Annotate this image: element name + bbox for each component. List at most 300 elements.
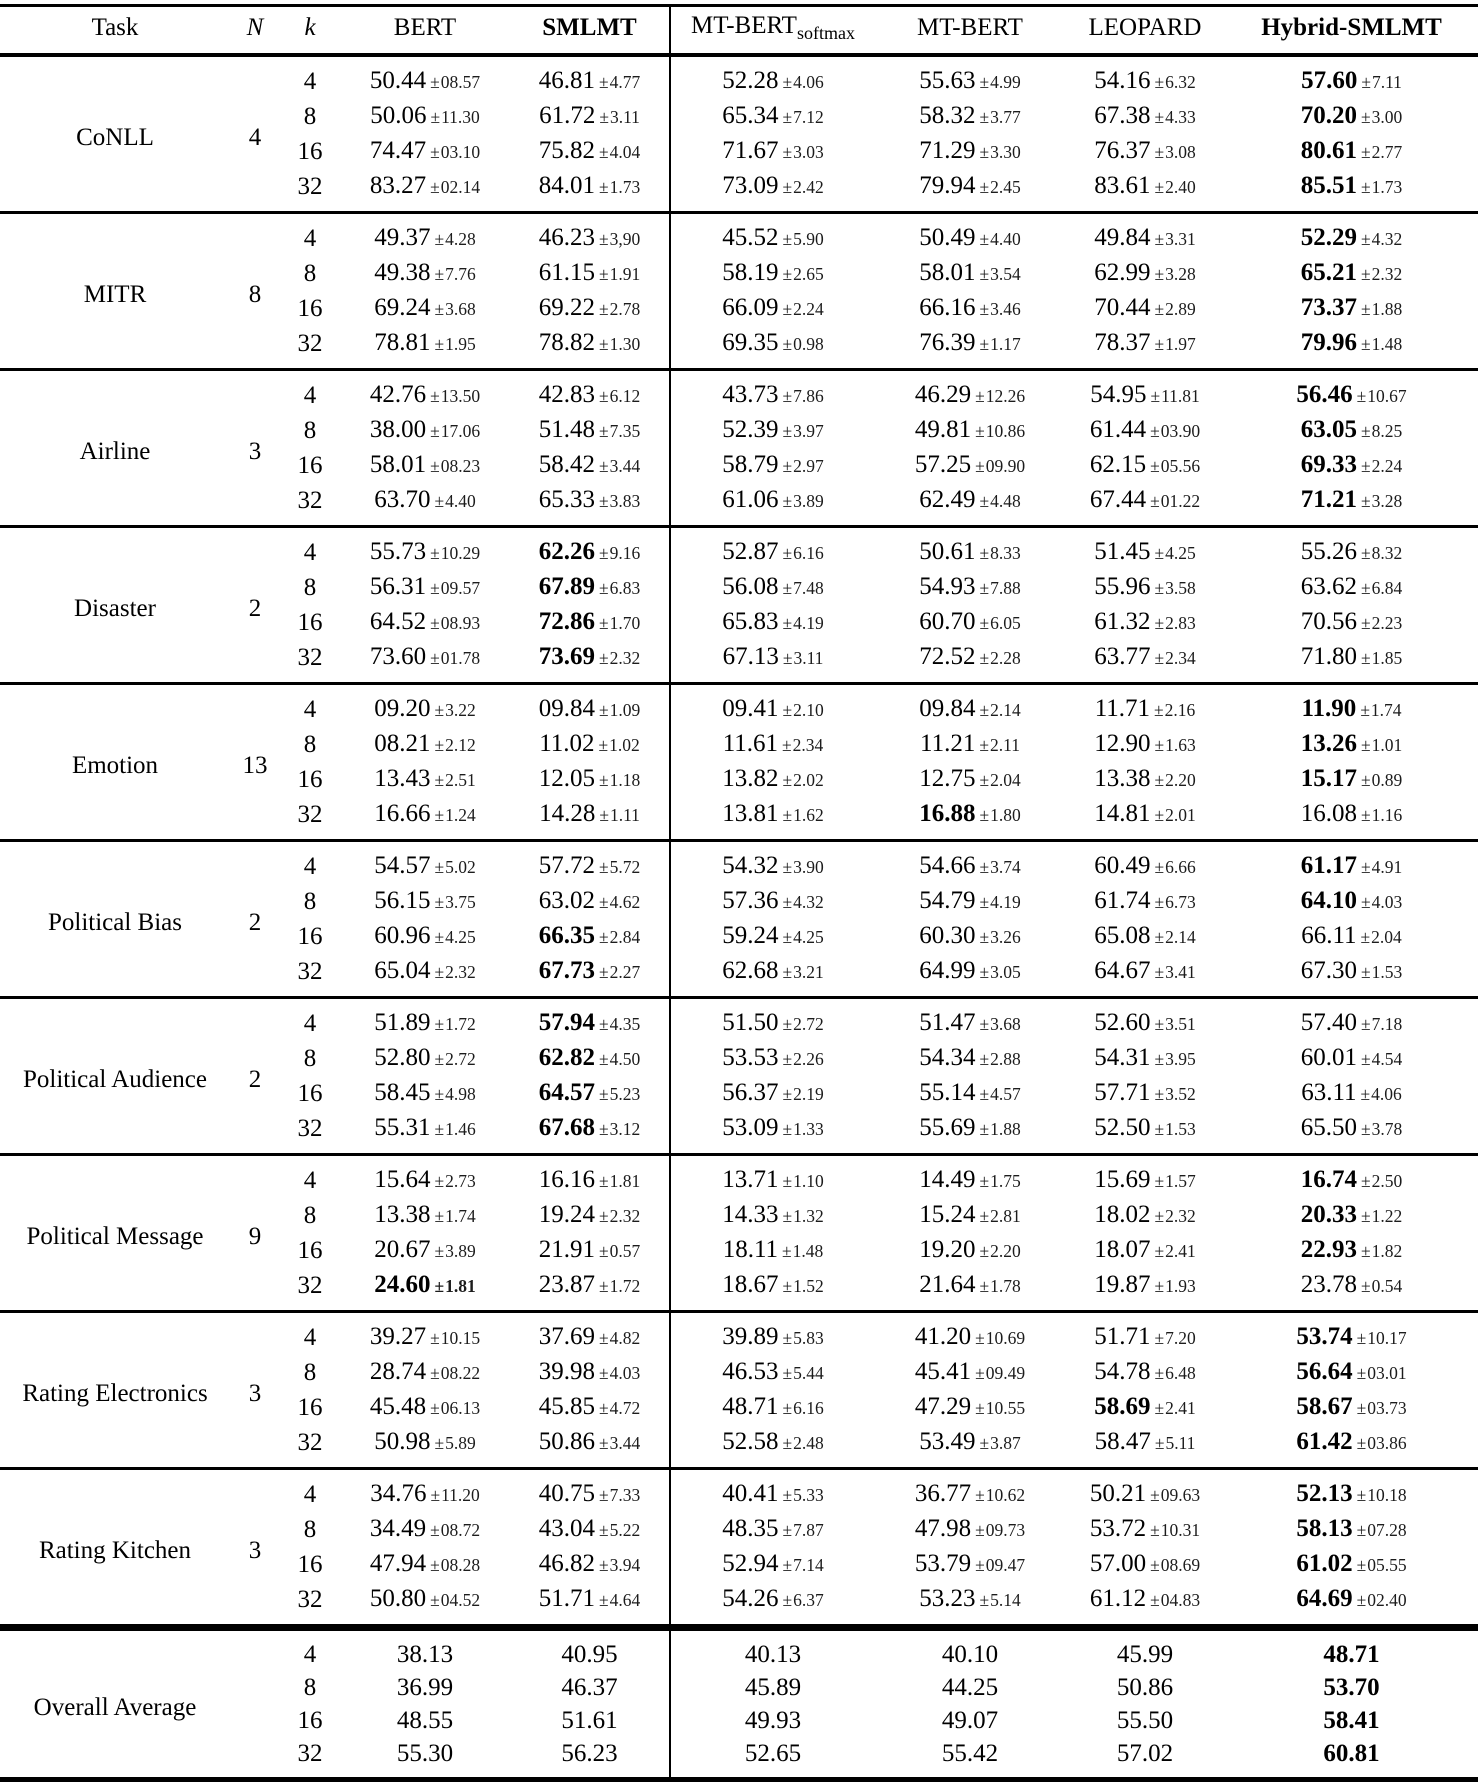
score-cell bbox=[510, 1268, 670, 1312]
plus-minus-sign: ± bbox=[1361, 962, 1371, 982]
plus-minus-sign: ± bbox=[430, 1555, 440, 1575]
score-std: 3.44 bbox=[609, 456, 641, 476]
score-cell bbox=[340, 291, 510, 326]
score-std: 4.19 bbox=[793, 613, 824, 633]
k-value: 4 bbox=[303, 1324, 317, 1351]
plus-minus-sign: ± bbox=[1361, 72, 1371, 92]
score-value: 62.82 bbox=[538, 1044, 595, 1071]
score-value: 65.21 bbox=[1300, 259, 1357, 286]
score-value: 54.78 bbox=[1094, 1358, 1151, 1385]
plus-minus-sign: ± bbox=[782, 1398, 793, 1418]
score-cell bbox=[875, 884, 1065, 919]
plus-minus-sign: ± bbox=[1361, 1241, 1371, 1261]
score-value: 12.90 bbox=[1094, 730, 1151, 757]
table-row bbox=[0, 841, 1478, 885]
score-value: 23.78 bbox=[1300, 1271, 1357, 1298]
plus-minus-sign: ± bbox=[430, 1485, 441, 1505]
score-value: 14.49 bbox=[919, 1166, 976, 1193]
plus-minus-sign: ± bbox=[979, 578, 990, 598]
plus-minus-sign: ± bbox=[599, 578, 609, 598]
plus-minus-sign: ± bbox=[782, 491, 793, 511]
score-std: 7.88 bbox=[990, 578, 1021, 598]
score-value: 48.55 bbox=[396, 1707, 454, 1734]
score-std: 10.55 bbox=[985, 1398, 1026, 1418]
score-value: 63.77 bbox=[1094, 643, 1151, 670]
score-cell bbox=[670, 370, 875, 414]
k-value: 16 bbox=[297, 295, 323, 322]
score-cell bbox=[340, 483, 510, 527]
score-cell bbox=[1065, 1547, 1225, 1582]
score-cell bbox=[1065, 1390, 1225, 1425]
k-value: 4 bbox=[303, 1481, 317, 1508]
score-value: 16.88 bbox=[919, 800, 976, 827]
score-std: 4.48 bbox=[990, 491, 1021, 511]
task-group bbox=[0, 1469, 1478, 1628]
score-value: 73.60 bbox=[369, 643, 427, 670]
score-value: 13.71 bbox=[722, 1166, 779, 1193]
plus-minus-sign: ± bbox=[434, 1014, 445, 1034]
score-cell bbox=[1065, 1312, 1225, 1356]
score-cell bbox=[340, 797, 510, 841]
score-cell bbox=[510, 640, 670, 684]
score-std: 09.49 bbox=[985, 1363, 1026, 1383]
plus-minus-sign: ± bbox=[979, 72, 990, 92]
plus-minus-sign: ± bbox=[1154, 648, 1165, 668]
plus-minus-sign: ± bbox=[782, 735, 792, 755]
score-cell bbox=[1065, 727, 1225, 762]
score-value: 51.89 bbox=[374, 1009, 431, 1036]
score-value: 58.41 bbox=[1323, 1707, 1380, 1734]
score-cell bbox=[670, 640, 875, 684]
score-cell bbox=[875, 213, 1065, 257]
score-cell bbox=[670, 326, 875, 370]
score-cell bbox=[1225, 570, 1478, 605]
plus-minus-sign: ± bbox=[430, 107, 441, 127]
score-value: 65.08 bbox=[1094, 922, 1151, 949]
score-cell bbox=[340, 326, 510, 370]
score-value: 61.44 bbox=[1089, 416, 1147, 443]
plus-minus-sign: ± bbox=[979, 770, 990, 790]
score-cell bbox=[670, 605, 875, 640]
score-value: 54.26 bbox=[722, 1585, 779, 1612]
score-std: 4.06 bbox=[1371, 1084, 1402, 1104]
score-std: 7.87 bbox=[793, 1520, 824, 1540]
n-value: 13 bbox=[242, 752, 268, 779]
score-std: 10.67 bbox=[1367, 386, 1407, 406]
score-value: 64.69 bbox=[1296, 1585, 1353, 1612]
plus-minus-sign: ± bbox=[1361, 578, 1371, 598]
score-std: 1.91 bbox=[609, 264, 641, 284]
score-cell bbox=[670, 1233, 875, 1268]
score-cell bbox=[670, 134, 875, 169]
score-value: 53.53 bbox=[722, 1044, 779, 1071]
plus-minus-sign: ± bbox=[434, 229, 445, 249]
score-cell bbox=[1065, 1233, 1225, 1268]
score-value: 55.96 bbox=[1094, 573, 1151, 600]
score-std: 4.33 bbox=[1165, 107, 1196, 127]
plus-minus-sign: ± bbox=[434, 334, 445, 354]
score-std: 6.16 bbox=[793, 1398, 824, 1418]
plus-minus-sign: ± bbox=[975, 1328, 985, 1348]
score-std: 3.89 bbox=[445, 1241, 476, 1261]
score-value: 15.69 bbox=[1094, 1166, 1151, 1193]
plus-minus-sign: ± bbox=[1154, 578, 1165, 598]
score-std: 2.89 bbox=[1165, 299, 1196, 319]
k-value: 16 bbox=[297, 1237, 323, 1264]
score-cell bbox=[340, 1155, 510, 1199]
score-cell bbox=[340, 1671, 510, 1704]
plus-minus-sign: ± bbox=[434, 1049, 445, 1069]
score-std: 5.22 bbox=[609, 1520, 641, 1540]
score-std: 5.72 bbox=[609, 857, 641, 877]
score-cell bbox=[875, 55, 1065, 99]
score-value: 16.74 bbox=[1300, 1166, 1357, 1193]
plus-minus-sign: ± bbox=[979, 735, 989, 755]
score-value: 18.67 bbox=[722, 1271, 779, 1298]
score-std: 2.19 bbox=[793, 1084, 824, 1104]
score-cell bbox=[1065, 954, 1225, 998]
score-cell bbox=[340, 684, 510, 728]
score-cell bbox=[1225, 1198, 1478, 1233]
plus-minus-sign: ± bbox=[975, 456, 985, 476]
softmax-subscript: softmax bbox=[796, 23, 855, 43]
score-std: 03.90 bbox=[1160, 421, 1201, 441]
mt-bert-label: MT-BERT bbox=[691, 12, 797, 39]
score-value: 14.28 bbox=[539, 800, 596, 827]
k-value: 32 bbox=[297, 330, 323, 357]
score-cell bbox=[510, 605, 670, 640]
score-std: 1.95 bbox=[445, 334, 476, 354]
score-value: 48.71 bbox=[722, 1393, 779, 1420]
plus-minus-sign: ± bbox=[599, 1398, 609, 1418]
score-cell bbox=[340, 527, 510, 571]
score-cell bbox=[1225, 1076, 1478, 1111]
score-cell bbox=[875, 256, 1065, 291]
score-std: 4.32 bbox=[1371, 229, 1403, 249]
plus-minus-sign: ± bbox=[1154, 1328, 1165, 1348]
plus-minus-sign: ± bbox=[430, 177, 440, 197]
plus-minus-sign: ± bbox=[1361, 805, 1371, 825]
score-value: 43.73 bbox=[722, 381, 779, 408]
score-cell bbox=[670, 1111, 875, 1155]
score-cell bbox=[340, 727, 510, 762]
score-cell bbox=[1065, 684, 1225, 728]
score-value: 55.42 bbox=[941, 1740, 999, 1767]
score-std: 6.73 bbox=[1165, 892, 1196, 912]
score-value: 39.27 bbox=[369, 1323, 427, 1350]
plus-minus-sign: ± bbox=[1154, 962, 1165, 982]
score-value: 83.27 bbox=[369, 172, 427, 199]
plus-minus-sign: ± bbox=[434, 857, 445, 877]
score-value: 57.00 bbox=[1089, 1550, 1147, 1577]
score-cell bbox=[875, 1111, 1065, 1155]
score-value: 57.40 bbox=[1300, 1009, 1357, 1036]
plus-minus-sign: ± bbox=[430, 613, 440, 633]
plus-minus-sign: ± bbox=[1154, 770, 1165, 790]
score-cell bbox=[510, 527, 670, 571]
score-std: 10.31 bbox=[1160, 1520, 1201, 1540]
score-cell bbox=[1225, 1041, 1478, 1076]
score-cell bbox=[510, 1582, 670, 1628]
score-value: 64.67 bbox=[1094, 957, 1151, 984]
score-cell bbox=[340, 413, 510, 448]
score-cell bbox=[875, 1704, 1065, 1737]
score-value: 54.95 bbox=[1090, 381, 1147, 408]
score-value: 73.09 bbox=[722, 172, 779, 199]
score-std: 2.32 bbox=[609, 1206, 641, 1226]
plus-minus-sign: ± bbox=[599, 1276, 609, 1296]
score-std: 3.58 bbox=[1165, 578, 1196, 598]
plus-minus-sign: ± bbox=[1361, 857, 1371, 877]
score-cell bbox=[340, 1268, 510, 1312]
plus-minus-sign: ± bbox=[1154, 1049, 1165, 1069]
score-std: 1.85 bbox=[1371, 648, 1403, 668]
plus-minus-sign: ± bbox=[782, 334, 793, 354]
plus-minus-sign: ± bbox=[1361, 491, 1371, 511]
plus-minus-sign: ± bbox=[1150, 1485, 1160, 1505]
score-value: 14.81 bbox=[1094, 800, 1151, 827]
score-std: 08.69 bbox=[1160, 1555, 1201, 1575]
score-value: 43.04 bbox=[538, 1515, 595, 1542]
score-cell bbox=[875, 570, 1065, 605]
score-std: 1.32 bbox=[793, 1206, 824, 1226]
plus-minus-sign: ± bbox=[599, 456, 609, 476]
score-value: 55.50 bbox=[1116, 1707, 1174, 1734]
score-value: 58.32 bbox=[919, 102, 976, 129]
plus-minus-sign: ± bbox=[1361, 142, 1371, 162]
score-value: 50.06 bbox=[370, 102, 427, 129]
plus-minus-sign: ± bbox=[782, 1520, 793, 1540]
score-value: 61.72 bbox=[539, 102, 596, 129]
score-cell bbox=[1225, 1390, 1478, 1425]
score-value: 55.30 bbox=[396, 1740, 454, 1767]
k-value: 4 bbox=[303, 1010, 317, 1037]
score-value: 64.10 bbox=[1300, 887, 1357, 914]
score-std: 3.05 bbox=[990, 962, 1021, 982]
score-cell bbox=[510, 570, 670, 605]
score-value: 16.16 bbox=[538, 1166, 595, 1193]
plus-minus-sign: ± bbox=[1154, 1241, 1165, 1261]
score-cell bbox=[670, 1076, 875, 1111]
score-cell bbox=[875, 169, 1065, 213]
score-cell bbox=[875, 326, 1065, 370]
score-value: 51.71 bbox=[1094, 1323, 1151, 1350]
score-cell bbox=[875, 1268, 1065, 1312]
score-value: 64.57 bbox=[538, 1079, 595, 1106]
plus-minus-sign: ± bbox=[1154, 857, 1165, 877]
score-value: 65.34 bbox=[722, 102, 779, 129]
k-value: 16 bbox=[297, 923, 323, 950]
plus-minus-sign: ± bbox=[599, 1520, 609, 1540]
plus-minus-sign: ± bbox=[599, 700, 609, 720]
score-value: 52.50 bbox=[1094, 1114, 1151, 1141]
score-std: 08.28 bbox=[440, 1555, 481, 1575]
plus-minus-sign: ± bbox=[599, 1555, 609, 1575]
score-value: 42.83 bbox=[538, 381, 595, 408]
score-value: 47.98 bbox=[914, 1515, 972, 1542]
score-value: 60.01 bbox=[1300, 1044, 1357, 1071]
plus-minus-sign: ± bbox=[1361, 107, 1371, 127]
score-cell bbox=[510, 1737, 670, 1780]
plus-minus-sign: ± bbox=[782, 543, 793, 563]
score-std: 2.51 bbox=[445, 770, 476, 790]
plus-minus-sign: ± bbox=[1150, 1590, 1160, 1610]
k-value: 8 bbox=[303, 888, 317, 915]
score-cell bbox=[875, 919, 1065, 954]
k-value: 16 bbox=[297, 452, 323, 479]
plus-minus-sign: ± bbox=[979, 648, 990, 668]
k-value: 32 bbox=[297, 1740, 323, 1767]
score-value: 60.81 bbox=[1323, 1740, 1380, 1767]
score-std: 2.24 bbox=[793, 299, 824, 319]
score-value: 50.86 bbox=[1116, 1674, 1174, 1701]
score-value: 61.17 bbox=[1300, 852, 1357, 879]
score-cell bbox=[510, 256, 670, 291]
score-value: 46.29 bbox=[914, 381, 972, 408]
k-value: 8 bbox=[303, 574, 317, 601]
score-std: 4.82 bbox=[609, 1328, 641, 1348]
plus-minus-sign: ± bbox=[434, 805, 445, 825]
header-row bbox=[0, 6, 1478, 56]
plus-minus-sign: ± bbox=[1356, 386, 1367, 406]
score-std: 2.16 bbox=[1164, 700, 1196, 720]
plus-minus-sign: ± bbox=[599, 1014, 609, 1034]
plus-minus-sign: ± bbox=[979, 962, 990, 982]
plus-minus-sign: ± bbox=[1361, 421, 1371, 441]
score-std: 1.01 bbox=[1371, 735, 1403, 755]
plus-minus-sign: ± bbox=[782, 1328, 793, 1348]
n-value: 2 bbox=[248, 909, 262, 936]
plus-minus-sign: ± bbox=[1154, 1276, 1165, 1296]
score-cell bbox=[510, 1704, 670, 1737]
score-value: 54.32 bbox=[722, 852, 779, 879]
score-value: 76.37 bbox=[1094, 137, 1151, 164]
score-cell bbox=[340, 1198, 510, 1233]
score-cell bbox=[510, 1233, 670, 1268]
score-value: 45.85 bbox=[538, 1393, 595, 1420]
score-std: 5.23 bbox=[609, 1084, 641, 1104]
score-value: 56.08 bbox=[722, 573, 779, 600]
score-std: 08.22 bbox=[440, 1363, 481, 1383]
plus-minus-sign: ± bbox=[434, 1119, 445, 1139]
score-cell bbox=[875, 1628, 1065, 1672]
score-value: 46.53 bbox=[722, 1358, 779, 1385]
score-std: 1.82 bbox=[1371, 1241, 1403, 1261]
score-std: 3.51 bbox=[1165, 1014, 1196, 1034]
plus-minus-sign: ± bbox=[599, 491, 609, 511]
score-cell bbox=[340, 1425, 510, 1469]
score-value: 50.49 bbox=[919, 224, 976, 251]
score-value: 28.74 bbox=[369, 1358, 427, 1385]
plus-minus-sign: ± bbox=[599, 962, 609, 982]
score-cell bbox=[1225, 134, 1478, 169]
task-group bbox=[0, 841, 1478, 998]
score-cell bbox=[340, 55, 510, 99]
score-value: 55.69 bbox=[919, 1114, 976, 1141]
score-cell bbox=[875, 1390, 1065, 1425]
score-value: 46.23 bbox=[538, 224, 595, 251]
k-value: 4 bbox=[303, 696, 317, 723]
plus-minus-sign: ± bbox=[1356, 1328, 1367, 1348]
score-cell bbox=[670, 213, 875, 257]
score-value: 51.71 bbox=[538, 1585, 595, 1612]
k-value: 16 bbox=[297, 1551, 323, 1578]
score-value: 50.80 bbox=[369, 1585, 427, 1612]
plus-minus-sign: ± bbox=[1154, 892, 1165, 912]
score-value: 61.74 bbox=[1094, 887, 1151, 914]
k-value: 32 bbox=[297, 801, 323, 828]
score-std: 4.25 bbox=[1165, 543, 1196, 563]
score-cell bbox=[340, 1041, 510, 1076]
score-std: 1.97 bbox=[1165, 334, 1196, 354]
plus-minus-sign: ± bbox=[979, 229, 990, 249]
score-cell bbox=[1065, 884, 1225, 919]
score-std: 08.93 bbox=[440, 613, 481, 633]
score-cell bbox=[340, 640, 510, 684]
score-cell bbox=[875, 1425, 1065, 1469]
score-std: 4.99 bbox=[990, 72, 1021, 92]
score-std: 6.16 bbox=[793, 543, 824, 563]
score-cell bbox=[875, 1312, 1065, 1356]
score-std: 11.81 bbox=[1161, 386, 1200, 406]
score-value: 45.41 bbox=[914, 1358, 972, 1385]
score-value: 58.13 bbox=[1296, 1515, 1353, 1542]
plus-minus-sign: ± bbox=[599, 1328, 609, 1348]
score-value: 58.19 bbox=[722, 259, 779, 286]
score-cell bbox=[670, 1355, 875, 1390]
plus-minus-sign: ± bbox=[434, 491, 445, 511]
n-value: 4 bbox=[248, 124, 262, 151]
score-cell bbox=[670, 884, 875, 919]
score-cell bbox=[670, 841, 875, 885]
score-value: 54.31 bbox=[1094, 1044, 1151, 1071]
score-cell bbox=[670, 1041, 875, 1076]
plus-minus-sign: ± bbox=[599, 142, 609, 162]
score-cell bbox=[1225, 1582, 1478, 1628]
score-value: 66.09 bbox=[722, 294, 779, 321]
score-cell bbox=[670, 169, 875, 213]
score-cell bbox=[1225, 762, 1478, 797]
score-cell bbox=[875, 954, 1065, 998]
score-cell bbox=[875, 1355, 1065, 1390]
plus-minus-sign: ± bbox=[1356, 1363, 1367, 1383]
score-cell bbox=[670, 762, 875, 797]
score-std: 5.02 bbox=[445, 857, 476, 877]
score-value: 61.02 bbox=[1296, 1550, 1353, 1577]
score-std: 7.14 bbox=[793, 1555, 824, 1575]
score-cell bbox=[510, 762, 670, 797]
plus-minus-sign: ± bbox=[979, 334, 990, 354]
score-value: 60.70 bbox=[919, 608, 976, 635]
score-cell bbox=[670, 291, 875, 326]
plus-minus-sign: ± bbox=[1154, 229, 1165, 249]
score-cell bbox=[510, 1628, 670, 1672]
score-value: 79.96 bbox=[1300, 329, 1357, 356]
score-std: 4.03 bbox=[1371, 892, 1403, 912]
task-group bbox=[0, 527, 1478, 684]
score-std: 04.83 bbox=[1160, 1590, 1201, 1610]
col-header-hybrid-smlmt: Hybrid-SMLMT bbox=[1225, 6, 1478, 56]
score-value: 51.47 bbox=[919, 1009, 976, 1036]
plus-minus-sign: ± bbox=[599, 892, 609, 912]
score-cell bbox=[340, 841, 510, 885]
score-value: 57.71 bbox=[1094, 1079, 1151, 1106]
score-cell bbox=[875, 527, 1065, 571]
score-std: 1.10 bbox=[793, 1171, 824, 1191]
plus-minus-sign: ± bbox=[1356, 1555, 1367, 1575]
score-cell bbox=[1065, 1268, 1225, 1312]
score-cell bbox=[670, 684, 875, 728]
